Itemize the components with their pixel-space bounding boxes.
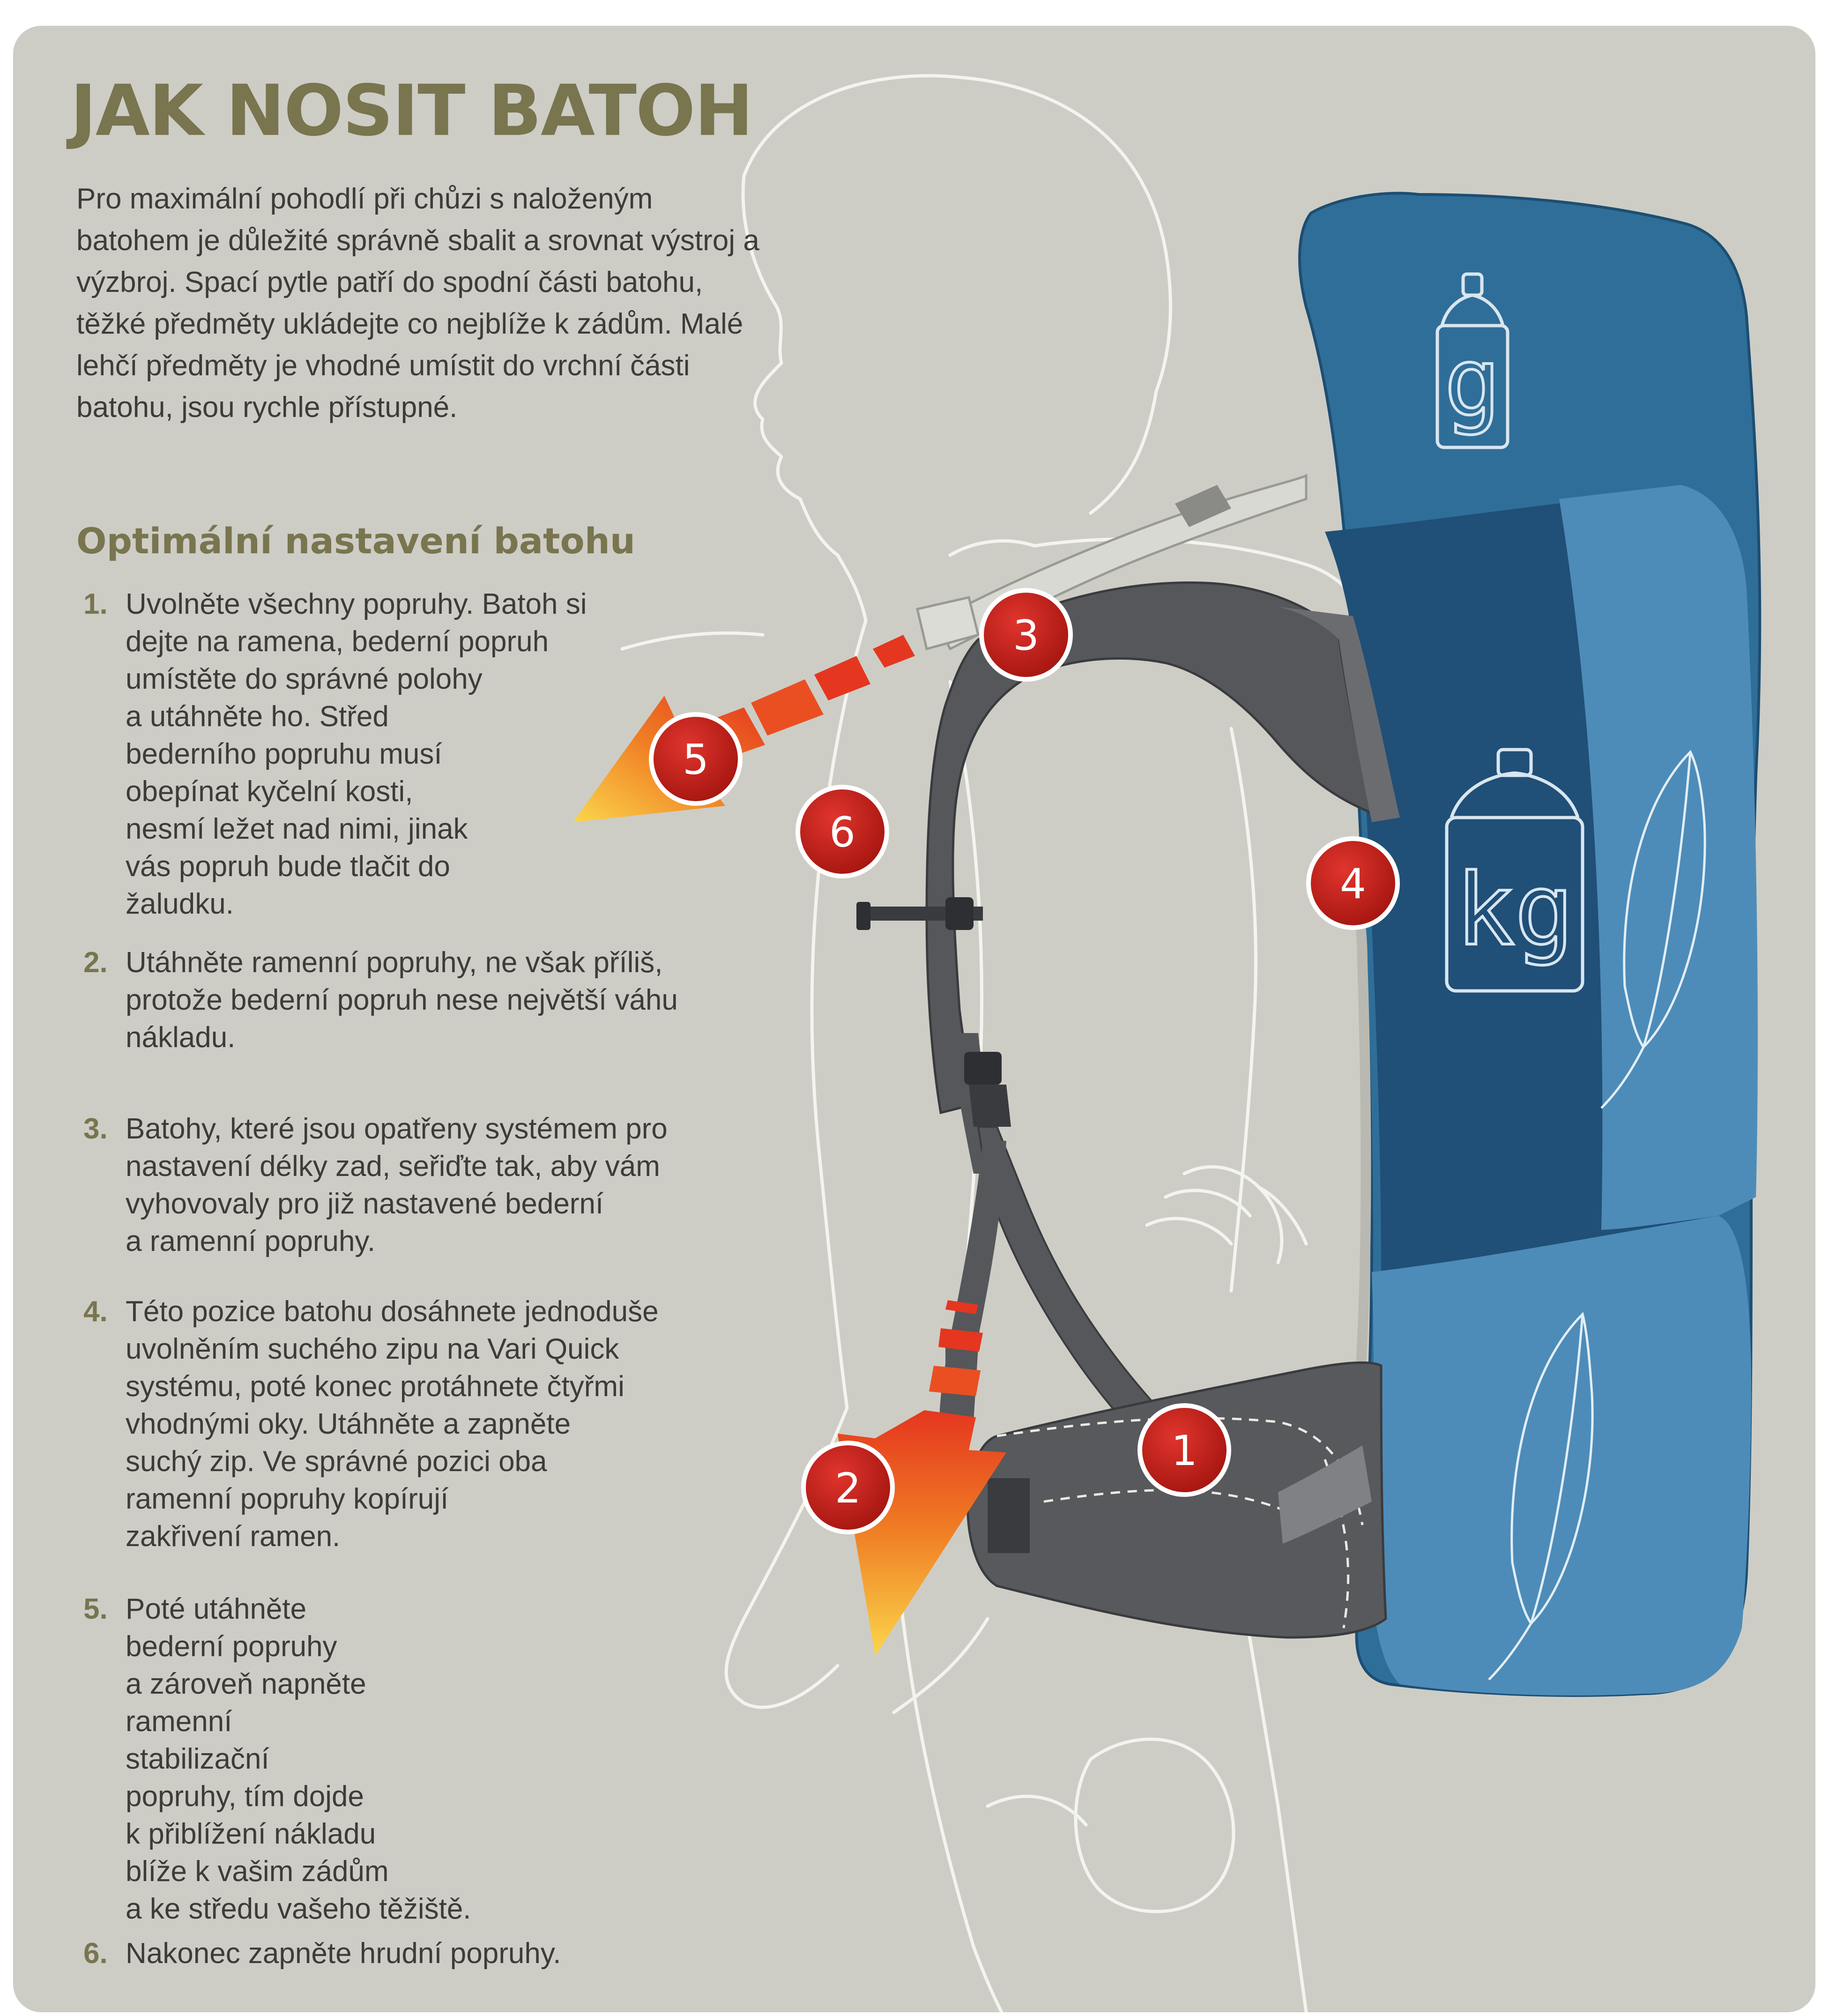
badge-6 — [798, 787, 887, 876]
svg-text:3: 3 — [1013, 611, 1039, 660]
step-number: 3. — [83, 1113, 108, 1145]
svg-text:5: 5 — [683, 736, 709, 784]
step-6 — [83, 1935, 561, 1972]
section-heading: Optimální nastavení batohu — [76, 520, 635, 562]
step-4 — [83, 1293, 659, 1555]
large-weight-label: kg — [1455, 853, 1574, 967]
badge-4 — [1309, 839, 1398, 928]
intro-paragraph: Pro maximální pohodlí při chůzi s naloženým batohem je důležité správně sbalit a srovnat výstroj a výzbroj. Spací pytle patří do spodní části batohu, těžké předměty ukládejte co nejblíže k zádům. Malé lehčí předměty je vhodné umístit do vrchní části batohu, jsou rychle přístupné. — [76, 183, 759, 424]
step-text: Této pozice batohu dosáhnete jednoduše uvolněním suchého zipu na Vari Quick systému, poté konec protáhnete čtyřmi vhodnými oky. Utáhněte a zapněte suchý zip. Ve správné pozici oba ramenní popruhy kopírují zakřivení ramen. — [126, 1295, 659, 1553]
step-text: Utáhněte ramenní popruhy, ne však příliš, protože bederní popruh nese největší váhu nákladu. — [126, 946, 678, 1054]
page-title: JAK NOSIT BATOH — [70, 70, 752, 152]
step-number: 5. — [83, 1593, 108, 1625]
small-weight-label: g — [1444, 328, 1501, 437]
step-2 — [83, 944, 678, 1056]
step-number: 4. — [83, 1295, 108, 1328]
svg-text:2: 2 — [835, 1464, 861, 1512]
step-number: 6. — [83, 1937, 108, 1970]
badge-2 — [803, 1443, 892, 1532]
step-number: 2. — [83, 946, 108, 979]
step-5 — [83, 1591, 471, 1928]
badge-1 — [1140, 1406, 1229, 1495]
svg-text:4: 4 — [1340, 860, 1366, 908]
step-text: Poté utáhněte bederní popruhy a zároveň napněte ramenní stabilizační popruhy, tím dojde k přiblížení nákladu blíže k vašim zádům a ke středu vašeho těžiště. — [126, 1593, 471, 1925]
step-text: Nakonec zapněte hrudní popruhy. — [126, 1937, 561, 1970]
step-text: Batohy, které jsou opatřeny systémem pro nastavení délky zad, seřiďte tak, aby vám vyhovovaly pro již nastavené bederní a ramenní popruhy. — [126, 1113, 668, 1257]
svg-text:6: 6 — [829, 808, 855, 856]
step-number: 1. — [83, 588, 108, 620]
badge-5 — [651, 714, 740, 803]
step-1 — [83, 586, 587, 923]
svg-text:1: 1 — [1171, 1427, 1197, 1475]
badge-3 — [981, 590, 1071, 679]
step-3 — [83, 1110, 668, 1260]
step-text: Uvolněte všechny popruhy. Batoh si dejte na ramena, bederní popruh umístěte do správné polohy a utáhněte ho. Střed bederního popruhu musí obepínat kyčelní kosti, nesmí ležet nad nimi, jinak vás popruh bude tlačit do žaludku. — [126, 588, 587, 920]
infographic-card — [13, 26, 1815, 2012]
